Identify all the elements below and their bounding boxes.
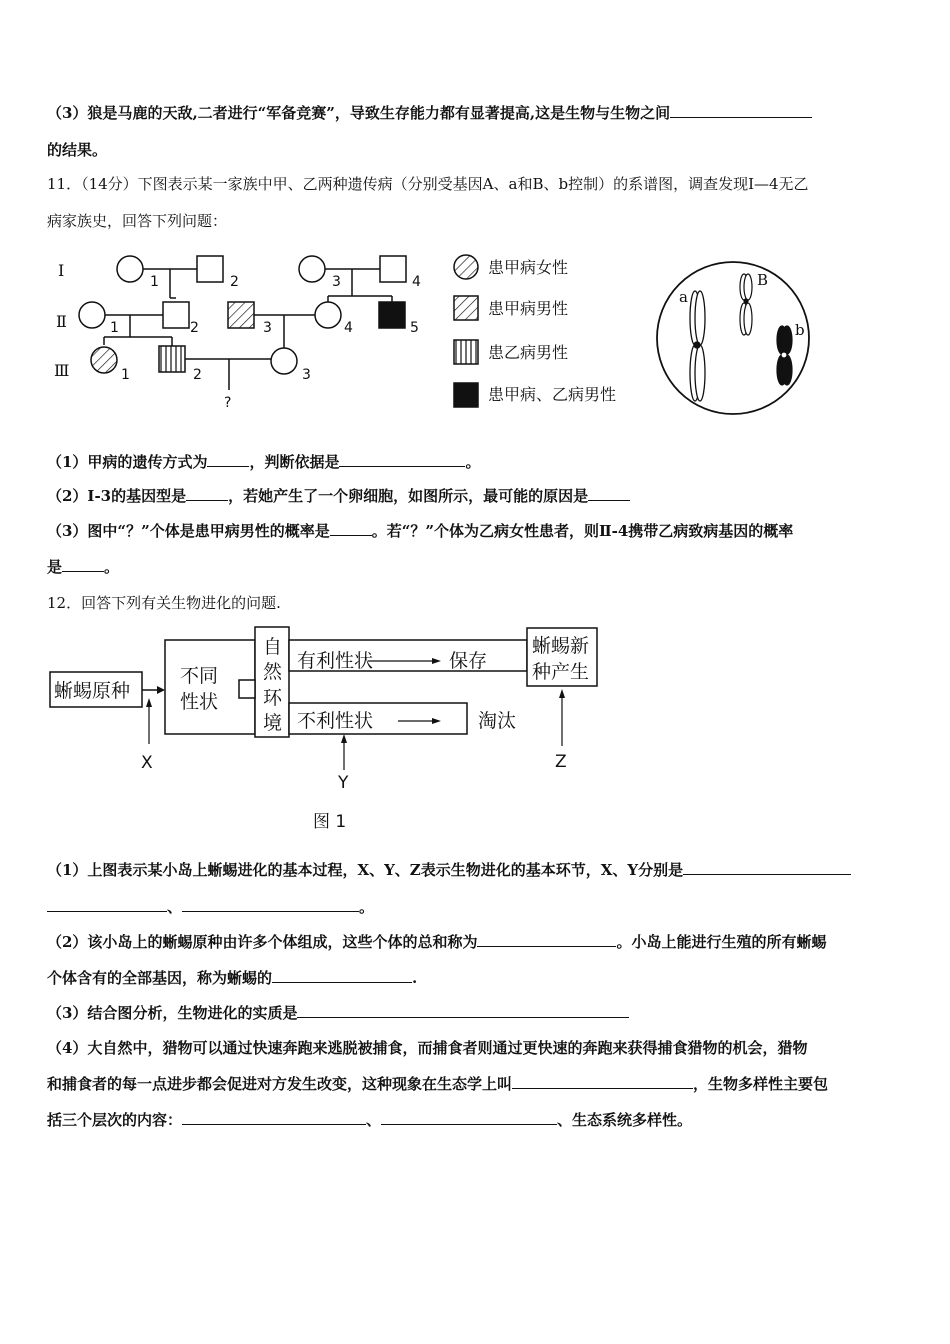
- iii2-male-affected-b: [159, 346, 185, 372]
- num-iii1: 1: [121, 367, 130, 383]
- ii2-male: [163, 302, 189, 328]
- label-x: X: [141, 753, 153, 773]
- q11-sub1: [47, 452, 480, 472]
- label-unfav: 不利性状: [297, 710, 374, 732]
- legend-male-ab-symbol: [454, 383, 478, 407]
- q11-head-line2: 病家族史，回答下列问题：: [47, 212, 228, 230]
- q12-s1: [47, 860, 851, 880]
- num-iii3: 3: [302, 367, 311, 383]
- figure-caption: 图 1: [313, 812, 347, 832]
- num-ii5: 5: [410, 320, 419, 336]
- ii5-male-affected-ab: [379, 302, 405, 328]
- label-env-1: 自: [263, 636, 283, 658]
- q11-sub3: [47, 521, 793, 541]
- gen-label-II: Ⅱ: [56, 312, 67, 331]
- q12-head: 12．回答下列有关生物进化的问题.: [47, 594, 281, 612]
- q12-s4-line1: （4）大自然中，猎物可以通过快速奔跑来逃脱被捕食，而捕食者则通过更快速的奔跑来获得捕食猎物的机会，猎物: [47, 1039, 808, 1057]
- chromosome-label-B: B: [757, 271, 769, 289]
- answer-blank[interactable]: [477, 932, 616, 947]
- egg-cell-diagram: [657, 262, 809, 414]
- gen-label-III: Ⅲ: [54, 361, 70, 380]
- ii3-male-affected-a: [228, 302, 254, 328]
- answer-blank[interactable]: [670, 103, 812, 118]
- chromosome-B: [740, 274, 752, 335]
- q12-s4-l3: 括三个层次的内容：: [47, 1111, 183, 1129]
- label-diff-2: 性状: [180, 691, 219, 713]
- q12-s1-sep: 、: [167, 898, 183, 916]
- q12-s1-end: 。: [359, 898, 375, 916]
- answer-blank[interactable]: [339, 452, 465, 467]
- iii3-female: [271, 348, 297, 374]
- q11-sub1-end: 。: [465, 453, 481, 471]
- legend-male-ab-label: 患甲病、乙病男性: [488, 385, 617, 404]
- q11-sub3-text: （3）图中“？”个体是患甲病男性的概率是: [47, 522, 330, 540]
- legend-female-a-label: 患甲病女性: [488, 258, 569, 277]
- legend-male-a-symbol: [454, 296, 478, 320]
- label-env-3: 环: [263, 687, 283, 709]
- q12-s2-mid: 。小岛上能进行生殖的所有蜥蜴: [616, 933, 827, 951]
- q12-s2: [47, 932, 826, 952]
- q12-s2-text: （2）该小岛上的蜥蜴原种由许多个体组成，这些个体的总和称为: [47, 933, 478, 951]
- q12-s4-end: 、生态系统多样性。: [557, 1111, 693, 1129]
- q11-sub3-end: 。: [104, 558, 120, 576]
- label-diff-1: 不同: [180, 665, 219, 687]
- q11-sub3-mid: 。若“？”个体为乙病女性患者，则Ⅱ-4携带乙病致病基因的概率: [371, 522, 794, 540]
- q12-s1-line2: [47, 897, 374, 917]
- pedigree-legend: [454, 255, 616, 407]
- q10-3-line1: [47, 103, 812, 123]
- unknown-individual: ?: [224, 395, 232, 411]
- num-i2: 2: [230, 274, 239, 290]
- q12-s4-sep: 、: [366, 1111, 382, 1129]
- legend-male-b-label: 患乙病男性: [488, 343, 569, 362]
- legend-female-a-symbol: [454, 255, 478, 279]
- answer-blank[interactable]: [297, 1003, 629, 1018]
- answer-blank[interactable]: [182, 897, 359, 912]
- q12-s4-l2: 和捕食者的每一点进步都会促进对方发生改变，这种现象在生态学上叫: [47, 1075, 513, 1093]
- num-iii2: 2: [193, 367, 202, 383]
- i3-female: [299, 256, 325, 282]
- q10-3-text: （3）狼是马鹿的天敌,二者进行“军备竞赛”，导致生存能力都有显著提高,这是生物与生物之间: [47, 104, 671, 122]
- num-ii1: 1: [110, 320, 119, 336]
- num-i4: 4: [412, 274, 421, 290]
- answer-blank[interactable]: [62, 557, 104, 572]
- answer-blank[interactable]: [330, 521, 372, 536]
- answer-blank[interactable]: [182, 1110, 366, 1125]
- answer-blank[interactable]: [207, 452, 249, 467]
- legend-male-b-symbol: [454, 340, 478, 364]
- label-elim: 淘汰: [478, 710, 517, 732]
- label-z: Z: [555, 752, 567, 772]
- label-keep: 保存: [449, 650, 488, 672]
- q11-head-line1: 11．（14分）下图表示某一家族中甲、乙两种遗传病（分别受基因A、a和B、b控制）的系谱图，调查发现Ⅰ—4无乙: [47, 175, 809, 193]
- num-ii4: 4: [344, 320, 353, 336]
- num-ii2: 2: [190, 320, 199, 336]
- pedigree-figure: [0, 240, 950, 440]
- label-new-1: 蜥蜴新: [532, 635, 590, 657]
- label-env-4: 境: [263, 712, 283, 734]
- q12-s3: [47, 1003, 629, 1023]
- q12-s2-line2: [47, 968, 417, 988]
- label-new-2: 种产生: [532, 661, 590, 683]
- num-ii3: 3: [263, 320, 272, 336]
- q12-s4-line3: [47, 1110, 692, 1130]
- answer-blank[interactable]: [683, 860, 851, 875]
- q11-sub1-text: （1）甲病的遗传方式为: [47, 453, 208, 471]
- q11-sub1-mid: ，判断依据是: [249, 453, 340, 471]
- answer-blank[interactable]: [512, 1074, 693, 1089]
- ii1-female: [79, 302, 105, 328]
- label-origin: 蜥蜴原种: [54, 680, 131, 702]
- chromosome-label-a: a: [679, 288, 688, 306]
- q11-sub3-l2: 是: [47, 558, 63, 576]
- legend-male-a-label: 患甲病男性: [488, 299, 569, 318]
- q11-sub2: [47, 486, 630, 506]
- q12-s2-l2: 个体含有的全部基因，称为蜥蜴的: [47, 969, 273, 987]
- evolution-diagram: [0, 620, 950, 840]
- label-y: Y: [338, 773, 349, 793]
- q12-s2-end: .: [412, 969, 418, 987]
- label-env-2: 然: [263, 661, 283, 683]
- chromosome-label-b: b: [795, 321, 805, 339]
- q12-s4-l2-end: ，生物多样性主要包: [693, 1075, 829, 1093]
- q11-sub2-mid: ，若她产生了一个卵细胞，如图所示，最可能的原因是: [228, 487, 589, 505]
- q11-sub3-line2: [47, 557, 119, 577]
- q12-s1-text: （1）上图表示某小岛上蜥蜴进化的基本过程，X、Y、Z表示生物进化的基本环节，X、Y分别是: [47, 861, 684, 879]
- iii1-female-affected-a: [91, 347, 117, 373]
- i4-male: [380, 256, 406, 282]
- answer-blank[interactable]: [381, 1110, 557, 1125]
- answer-blank[interactable]: [186, 486, 228, 501]
- connector-notch: [239, 680, 255, 698]
- answer-blank[interactable]: [588, 486, 630, 501]
- num-i3: 3: [332, 274, 341, 290]
- num-i1: 1: [150, 274, 159, 290]
- q10-3-line2: 的结果。: [47, 141, 108, 159]
- q11-sub2-text: （2）Ⅰ-3的基因型是: [47, 487, 187, 505]
- answer-blank[interactable]: [272, 968, 412, 983]
- i1-female: [117, 256, 143, 282]
- ii4-female: [315, 302, 341, 328]
- q12-s3-text: （3）结合图分析，生物进化的实质是: [47, 1004, 298, 1022]
- label-fav: 有利性状: [297, 650, 374, 672]
- answer-blank[interactable]: [47, 897, 167, 912]
- gen-label-I: Ⅰ: [58, 261, 65, 280]
- q12-s4-line2: [47, 1074, 828, 1094]
- i2-male: [197, 256, 223, 282]
